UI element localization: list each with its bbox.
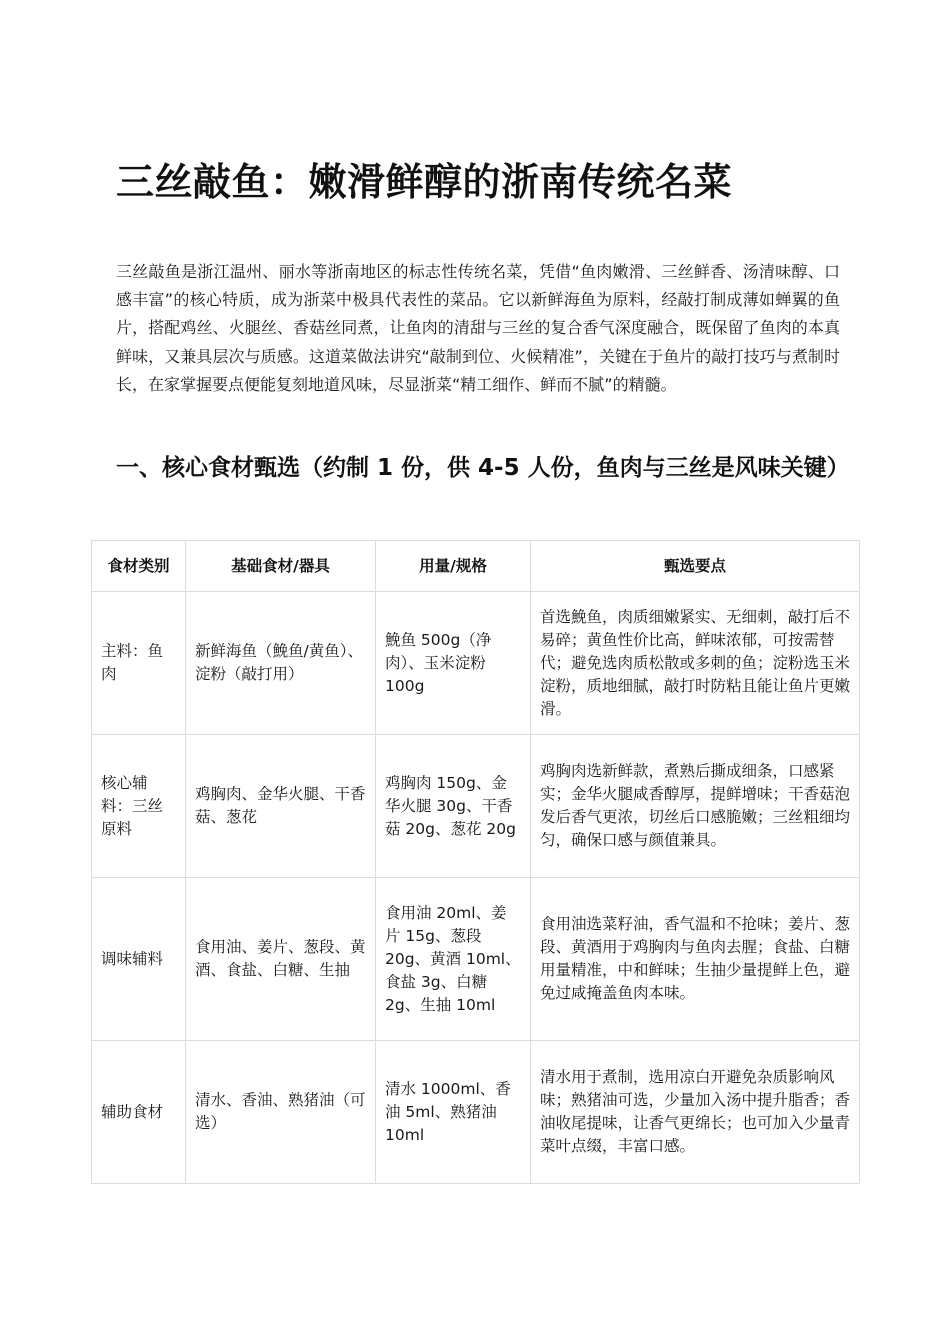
cell-category: 辅助食材 <box>92 1041 186 1184</box>
table-row <box>92 592 860 735</box>
header-category: 食材类别 <box>92 541 186 592</box>
cell-base: 鸡胸肉、金华火腿、干香菇、葱花 <box>186 735 376 878</box>
header-amount: 用量/规格 <box>376 541 531 592</box>
cell-category: 调味辅料 <box>92 878 186 1041</box>
cell-base: 食用油、姜片、葱段、黄酒、食盐、白糖、生抽 <box>186 878 376 1041</box>
cell-base: 清水、香油、熟猪油（可选） <box>186 1041 376 1184</box>
cell-tips: 食用油选菜籽油，香气温和不抢味；姜片、葱段、黄酒用于鸡胸肉与鱼肉去腥；食盐、白糖用量精准，中和鲜味；生抽少量提鲜上色，避免过咸掩盖鱼肉本味。 <box>531 878 860 1041</box>
table-row <box>92 878 860 1041</box>
cell-amount: 清水 1000ml、香油 5ml、熟猪油 10ml <box>376 1041 531 1184</box>
cell-amount: 鸡胸肉 150g、金华火腿 30g、干香菇 20g、葱花 20g <box>376 735 531 878</box>
ingredients-table <box>91 540 860 1184</box>
intro-paragraph: 三丝敲鱼是浙江温州、丽水等浙南地区的标志性传统名菜，凭借“鱼肉嫩滑、三丝鲜香、汤清味醇、口感丰富”的核心特质，成为浙菜中极具代表性的菜品。它以新鲜海鱼为原料，经敲打制成薄如蝉翼的鱼片，搭配鸡丝、火腿丝、香菇丝同煮，让鱼肉的清甜与三丝的复合香气深度融合，既保留了鱼肉的本真鲜味，又兼具层次与质感。这道菜做法讲究“敲制到位、火候精准”，关键在于鱼片的敲打技巧与煮制时长，在家掌握要点便能复刻地道风味，尽显浙菜“精工细作、鲜而不腻”的精髓。 <box>116 262 840 394</box>
cell-tips: 首选鮸鱼，肉质细嫩紧实、无细刺，敲打后不易碎；黄鱼性价比高，鲜味浓郁，可按需替代；避免选肉质松散或多刺的鱼；淀粉选玉米淀粉，质地细腻，敲打时防粘且能让鱼片更嫩滑。 <box>531 592 860 735</box>
header-selection-tips: 甄选要点 <box>531 541 860 592</box>
cell-category: 主料：鱼肉 <box>92 592 186 735</box>
section-heading-ingredients: 一、核心食材甄选（约制 1 份，供 4-5 人份，鱼肉与三丝是风味关键） <box>116 455 850 481</box>
cell-tips: 鸡胸肉选新鲜款，煮熟后撕成细条，口感紧实；金华火腿咸香醇厚，提鲜增味；干香菇泡发后香气更浓，切丝后口感脆嫩；三丝粗细均匀，确保口感与颜值兼具。 <box>531 735 860 878</box>
table-row <box>92 1041 860 1184</box>
cell-amount: 食用油 20ml、姜片 15g、葱段 20g、黄酒 10ml、食盐 3g、白糖 2g、生抽 10ml <box>376 878 531 1041</box>
cell-category: 核心辅料：三丝原料 <box>92 735 186 878</box>
cell-base: 新鲜海鱼（鮸鱼/黄鱼）、淀粉（敲打用） <box>186 592 376 735</box>
table-row <box>92 735 860 878</box>
page-title: 三丝敲鱼：嫩滑鲜醇的浙南传统名菜 <box>116 160 733 204</box>
header-base-ingredients: 基础食材/器具 <box>186 541 376 592</box>
table-header-row <box>92 541 860 592</box>
cell-amount: 鮸鱼 500g（净肉）、玉米淀粉 100g <box>376 592 531 735</box>
cell-tips: 清水用于煮制，选用凉白开避免杂质影响风味；熟猪油可选，少量加入汤中提升脂香；香油收尾提味，让香气更绵长；也可加入少量青菜叶点缀，丰富口感。 <box>531 1041 860 1184</box>
